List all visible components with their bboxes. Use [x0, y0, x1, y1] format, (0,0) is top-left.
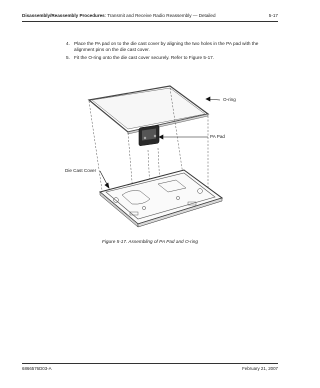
header-section-rest: : Transmit and Receive Radio Reassembly — Detailed	[104, 13, 216, 18]
exploded-assembly-illustration	[60, 80, 240, 228]
o-ring-label: O-ring	[223, 97, 236, 102]
pa-pad-drawing	[139, 125, 159, 146]
header-section-bold: Disassembly/Reassembly Procedures	[22, 13, 105, 18]
step-number: 4.	[66, 41, 70, 46]
die-cast-cover-label: Die Cast Cover	[65, 168, 97, 173]
header-section-title	[22, 13, 216, 19]
pa-pad-label: PA Pad	[210, 134, 225, 139]
step-text: Place the PA pad on to the die cast cover by aligning the two holes in the PA pad with the alignment pins on the die cast cover.	[74, 41, 259, 53]
header-divider	[22, 21, 278, 22]
step-text: Fit the O-ring onto the die cast cover securely. Refer to Figure 5-17.	[74, 55, 215, 61]
step-item	[66, 41, 278, 53]
figure-caption: Figure 5-17. Assembling of PA Pad and O-ring	[102, 239, 198, 244]
step-number: 5.	[66, 55, 70, 61]
footer-date: February 21, 2007	[242, 366, 278, 371]
procedure-steps	[66, 41, 278, 64]
footer-doc-id: 6866576D03-A	[22, 366, 52, 371]
figure-5-17	[60, 80, 240, 228]
footer-divider	[22, 363, 278, 364]
header-page-number: 5-17	[268, 13, 278, 18]
step-item	[66, 55, 278, 61]
die-cast-cover-drawing	[100, 170, 222, 227]
